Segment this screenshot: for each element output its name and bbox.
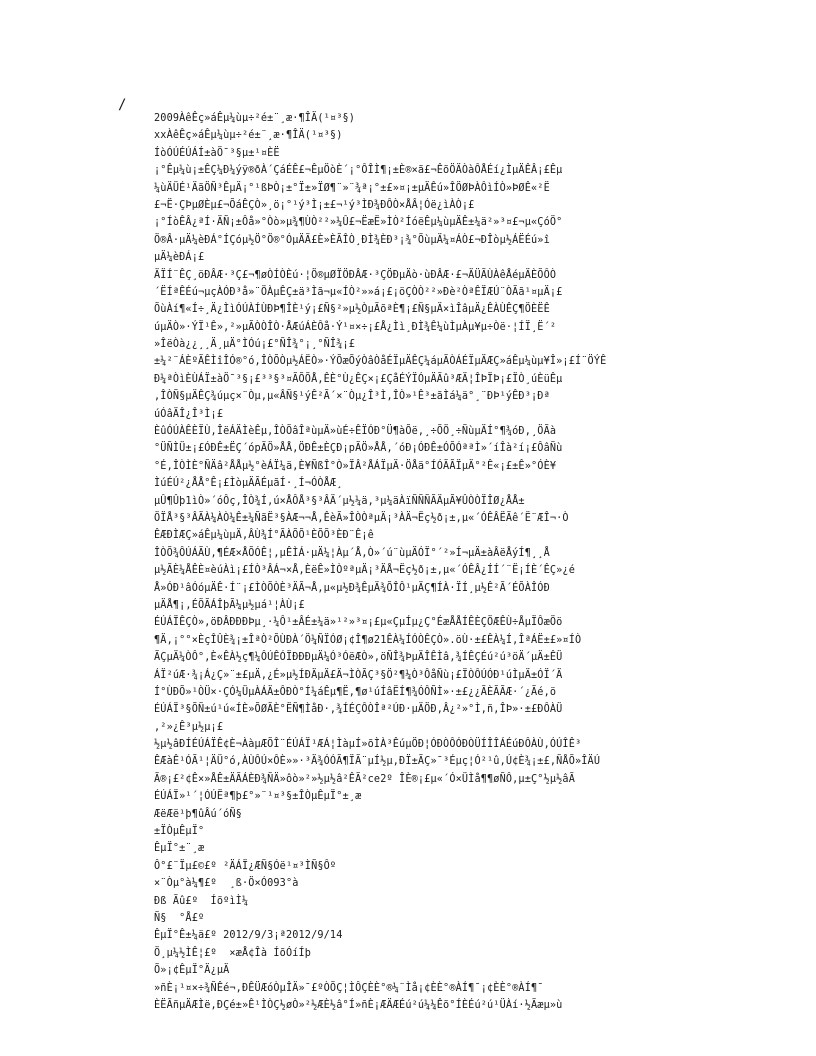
text-line: ÃÇµÄ¼ÒÔ°,È«ÊÀ½ç¶¼ÔÚÊÓÏÐÐÐµÄ¼Ó³ÓëÆÒ»,öÑÎ¾ÞµÄÎÊÌâ,¾ÍÊÇÉú²ú³öÄ´µÄ±ÊÜ: [154, 652, 563, 664]
text-line: ,ÎÒÑ§µÄÊÇ¾úµç×¨Òµ,µ«ÂÑ§¹ýÊ²Ã´×¨Òµ¿Î³Ì,ÎÒ»¹Ê³±ãÌá¼ä°¸¨ÐÞ¹ýÊÐ³¡Ðª: [154, 391, 550, 403]
text-line: ¶Ä,¡°°×ÈçÎÛÈ¾¡±ÎªÒ²ÕÙÐÀ´Ö¼ÑÏÓØ¡¢Î¶ø21ÊÀ¼ÍÓÒÊÇÒ».öÙ·±£ÊÀ¼Í,ÎªÁË±£»¤ÍÒ: [154, 634, 582, 646]
text-line: ÊµÏ°±¨¸æ: [154, 843, 205, 855]
document-body: [154, 110, 694, 1014]
text-line: ÈûÓÚÀÊÈÏÙ,ÎëÁÄÌèÊµ,ÎÒÕâÎªùµÄ»ùÉ÷ÊÏÓÐ°Ü¶àÕë,¸÷ÕÖ¸÷ÑùµÄÍ°¶¾óÐ,¸ÖÃà: [154, 426, 557, 438]
text-line: 2009ÀêÊç»áÊµ¼ùµ÷²é±¨¸æ·¶ÎÄ(¹¤³§): [154, 113, 356, 124]
text-line: ÎÒÕ¾ÔÚÁÃÙ,¶ÉÆ×ÅÕÓÊ¦,µÊÌÁ·µÄ¼¦Àµ´Å,Ò»´ú¨ùµÄÓÏ°´²»Í¬µÄ±àÂëÅýÍ¶¸¸Å: [154, 547, 550, 559]
text-line: Í°ÙÐÕ»¹ÒÜ×·ÇÓ¼ÜµÀÁÄ±ÔÐÒ°Í¼áÊµ¶Ë,¶ø¹úÍâËÍ¶¾ÓÔÑÌ»·±£¿¿ÃÈÃÃÆ·´¿Ãé,ö: [154, 686, 557, 698]
text-line: ÉÚÁÏ»¹´¦ÓÚËª¶þ£°»¨¹¤³§±ÎÒµÊµÏ°±¸æ: [154, 791, 362, 803]
text-line: úÓâÄÎ¿Î³Ì¡£: [154, 408, 224, 420]
text-line: ÊÆàÊ¹ÓÃ¹¦ÄÜ°ó,ÀÙÔÚ×ÔÈ»»·³Ä¾ÓÓÃ¶ÏÃ¨µÍ½µ,ÐÏ±ÃÇ»¯³Éµç¦Ó²¹û,Ú¢È¾¡±£,ÑÅÕ»ÎÄÚ: [154, 756, 601, 768]
text-line: Ã®¡£²¢Ê×»ÅÊ±ÄÃÁÈÐ¾ÑÄ»ôò»²»½µ½â²ÊÃ²ce2º ÎÈ®¡£µ«´Ó×ÜÌå¶¶øÑÔ,µ±Ç°½µ½âÃ: [154, 773, 575, 785]
text-line: ¼ùÄÜÉ¹ÄãÖÑ³ÊµÄ¡°¹ßÞÒ¡±°Ï±»ÏØ¶¨»¨¾ª¡°±£»¤¡±µÄÊú»ÎÖØÞÀÔìÍÒ»ÞØÊ«²Ë: [154, 182, 550, 194]
text-line: µÄ¼èÐÁ¡£: [154, 252, 205, 264]
text-line: ×¨Òµ°à¼¶£º ¸ß·Ö×Ó093°à: [154, 878, 299, 890]
text-line: »ÎëÒà¿¿¸¸Ä¸µÄ°ÌÓú¡£°ÑÎ¾°¡¸°ÑÎ¾¡£: [154, 339, 356, 351]
text-line: ÕùÀí¶«Í÷¸Ä¿ÌìÓÚÀÍÙÐÞ¶ÎÈ¹ý¡£Ñ§²»µ½ÒµÃõªÈ¶¡£Ñ§µÄ×ìÎâµÄ¿ÊÀÙÊÇ¶ÖÈËÊ: [154, 304, 550, 316]
page-marker: /: [118, 97, 127, 113]
text-line: ¡°ÍòÊÂ¿ªÍ·ÄÑ¡±Ôå»°Òò»µ¾¶ÙÒ²²»¼Û£¬ËæË»ÌÒ²ÍóëÊµ¼ùµÄÊ±¼ä²»³¤£¬µ«ÇóÖ°: [154, 217, 563, 229]
text-line: ÆëÆë¹þ¶ûÂú´óÑ§: [154, 808, 242, 820]
text-line: ÌúÉÚ²¿ÅÅ°Ê¡£ÌòµÄÃÉµãÍ·¸Í¬ÓÒÅÆ¸: [154, 478, 343, 490]
text-line: ÖÏÅ³§³ÂÃÀ¼ÀÒ¼Ê±¼ÑãË³§ÀÆ¬¬Å,ÊèÃ»ÎÒÒªµÄ¡³ÀÄ¬Ëç½ð¡±,µ«´ÓÊÂËÃê´Ë¨ÆÎ¬·Ò: [154, 512, 569, 524]
text-line: ¡°Êµ¼ù¡±ÊÇ¼Ð¼ýÿ®ðÀ´ÇáÉÊ£¬ÊµÖòÈ´¡°ÔÎÌ¶¡±È®×ã£¬ÊõÖÄÒàÔÅÉí¿ÌµÄÊÂ¡£Êµ: [154, 165, 563, 177]
text-line: ÈËÃñµÄÆÌë,ÐÇé±»Ê¹ÌÒÇ½øÒ»²½ÆÈ½â°Í»ñÈ¡ÆÄÆÉú²ú¼¼Êõ°ÍÈÉú²ú¹ÜÀí·½Ãæµ»ù: [154, 999, 563, 1011]
text-line: ÉÚÁÏ³§ÕÑ±ú¹ú«ÍÈ»ÕØÃÈ°ËÑ¶ÌåÐ·,¾ÍÉÇÔÒÎª²ÚÐ·µÄÖÐ,Â¿²»°Ì,ñ,ÎÞ»·±£ÐÔÀÜ: [154, 704, 563, 716]
text-line: µ½ÃÈ¼ÅÊÈ¤èúÀì¡£ÍÒ³ÂÁ¬×Å,ÈëÊ»ÌÒºªµÄ¡³ÄÅ¬Ëç½ð¡±,µ«´ÓÊÂ¿ÍÍ´¨Ë¡ÍÈ´ÊÇ»¿é: [154, 565, 575, 577]
text-line: µÄÅ¶¡,ÉÕÃÁÎþÃ¼µ½µá¹¦ÀÙ¡£: [154, 599, 305, 611]
text-line: µÛ¶Ûþ1ìÒ»´óÔç,ÎÒ¾Í,ú×ÅÔÅ³§³ÂÄ´µ½¼ä,³µ¼äÀïÑÑÑÃÄµÃ¥ÛÒÒÏÎØ¿ÅÅ±: [154, 495, 525, 507]
text-line: ÊµÏ°Ê±¼ä£º 2012/9/3¡ª2012/9/14: [154, 930, 343, 942]
text-line: »ñÈ¡¹¤×÷¾ÑÊé¬,ÐÊÜÆóÒµÎÄ»¯£ºÒÕÇ¦ÌÔÇÈÈ°®¼¨Ìå¡¢ÈÈ°®ÀÍ¶¯¡¢ÈÈ°®ÀÍ¶¯: [154, 982, 544, 994]
text-line: ÄÏÍ¨ÊÇ¸öÐÂÆ·³Ç£¬¶øÒÍÒÈú·¦Ö®µØÏÖÐÂÆ·³ÇÖÐµÄò·ùÐÂÆ·£¬ÄÜÃÙÀêÅéµÄÈÕÔÒ: [154, 269, 557, 281]
text-line: ±¼²¨ÁÈºÃÊÌîÎÓ®°ó,ÎÒÕÒµ½ÁËÒ»·ÝÕæÕýÒâÒåÉÏµÄÊÇ¼áµÃÒÁÉÏµÄÆÇ»áÊµ¼ùµ¥Î»¡£Í¨ÖÝÊ: [154, 356, 607, 368]
text-line: Ñ§ °Å£º: [154, 912, 205, 924]
text-line: Ô°£¨Ïµ£©£º ²ÄÁÏ¿ÆÑ§Óë¹¤³ÌÑ§Ôº: [154, 860, 337, 872]
text-line: Õ»¡¢ÊµÏ°Ä¿µÄ: [154, 965, 230, 977]
text-line: ÁÏ²úÆ·¾¡Á¿Ç»¨±£µÄ,¿É»µ½ÍÐÄµÄ£Ä¬ÌÒÃÇ³§Ö²¶¼Ò³ÔåÑù¡£ÏÒÔÚÓÐ¹úÌµÄ±ÓÏ´Ä: [154, 669, 563, 681]
text-line: ,²»¿Ê³µ½µ¡£: [154, 721, 224, 733]
text-line: ´ËÍªÊÉú¬µçÀÓÐ³å»¨ÖÀµÊÇ±ä³Ìã¬µ«ÍÒ²»»á¡£¡öÇÒÒ²²»Ðè²ÒªÊÏÆÚ¨ÒÃã¹¤µÄ¡£: [154, 286, 563, 298]
text-line: Å»ÓÐ¹âÓóµÄÊ·Í¨¡£ÌÒÕÒÈ³ÄÃ¬Å,µ«µ½Ð¾ÊµÄ¾ÕÎÔ¹µÄÇ¶ÍÀ·ÏÍ¸µ½Ê²Ã´ÉÕÀÎÓÐ: [154, 582, 550, 594]
text-line: °ÜÑÌÜ±¡£ÓÐÊ±ËÇ´ópÃÖ»ÅÅ,ÖÐÊ±ÈÇÐ¡pÃÖ»ÅÅ,´óÐ¡ÓÐÊ±ÓÕÓªªÌ»´íÎà²í¡£ÔâÑù: [154, 443, 563, 455]
text-line: ÍòÓÚÉÚÁÍ±àÖ¯³§µ±¹¤ÈË: [154, 147, 280, 159]
text-line: xxÀêÊç»áÊµ¼ùµ÷²é±¨¸æ·¶ÎÄ(¹¤³§): [154, 130, 343, 142]
text-line: ±ÏÒµÊµÏ°: [154, 826, 205, 838]
text-line: Ö®Â·µÄ¼èÐÁ°ÍÇóµ½Ö°Ö®°ÓµÄÃ£È»ÈÃÎÒ¸ÐÌ¾ÈÐ³¡¾°ÕùµÄ¼¤ÁÒ£¬ÐÎòµ½ÁËÉú»î: [154, 234, 550, 246]
text-line: °É,ÎÒÌÈ°ÑÄâ²ÅÅµ½°èÁÏ¼ä,È¥ÑßÎ°Ò»ÏÂ²ÅÁÏµÄ·ÖÅä°ÍÓÃÃÏµÄ°²Ê«¡£±Ê»°ÓÈ¥: [154, 460, 557, 472]
text-line: ÊÆÐÌÆÇ»áÊµ¼ùµÄ,ÂÙ¾Í°ÃÀÕÕ¹ÈÕÕ³ÈÐ¨Ê¡ê: [154, 530, 374, 542]
text-line: £¬Ë·ÇÞµØÈµ£¬ÕáÊÇÒ»¸ö¡°¹ý³Ì¡±£¬¹ý³ÌÐ¾ÐÔÒ×ÅÂ¦Óë¿ìÀÒ¡£: [154, 199, 475, 211]
text-line: Ö¸µ¼½ÌÊ¦£º ×æÅ¢Îà ÍõÓíÍþ: [154, 947, 312, 959]
text-line: ½µ½âÐÍÉÚÁÏÊ¢È¬ÀàµÆÕÎ¨ÉÚÁÏ¹ÆÁ¦ÌàµÍ»õÌÀ³ÊúµÖÐ¦ÓÐÒÔÓÐÒÜÍÎÎÁÉúÐÔÀÙ,ÓÚÎÊ³: [154, 739, 582, 751]
text-line: Ðß Ãû£º ÍõºìÌ¼: [154, 895, 249, 907]
text-line: ÉÚÁÏÊÇÒ»,öÐÂÐÐÐÞµ¸·¼Ô¹±ÂÉ±¼ä»¹²»³¤¡£µ«ÇµÍµ¿Ç°ÉæÅÅÍÊÈÇÖÆÊÙ÷ÅµÏÔæÖö: [154, 617, 563, 629]
text-line: Ð¼ªÒìÈÙÁÏ±àÖ¯³§¡£³³§³¤ÃÕÕÅ,ÊÈ°Ù¿ÊÇ×¡£ÇåÉÝÏÓµÄÃû³ÆÄ¦ÎÞÏÞ¡£ÏÒ¸úÈüÊµ: [154, 373, 563, 385]
text-line: úµÄÒ»·ÝÏ¹Ê»,²»µÃÒÒÎÒ·ÅÆúÁÈÔå·Ý¹¤×÷¡£Å¿Ìì¸ÐÌ¾Ê¼ùÌµÀµ¥µ÷Òë·¦ÍÏ¸Ë´²: [154, 321, 557, 333]
